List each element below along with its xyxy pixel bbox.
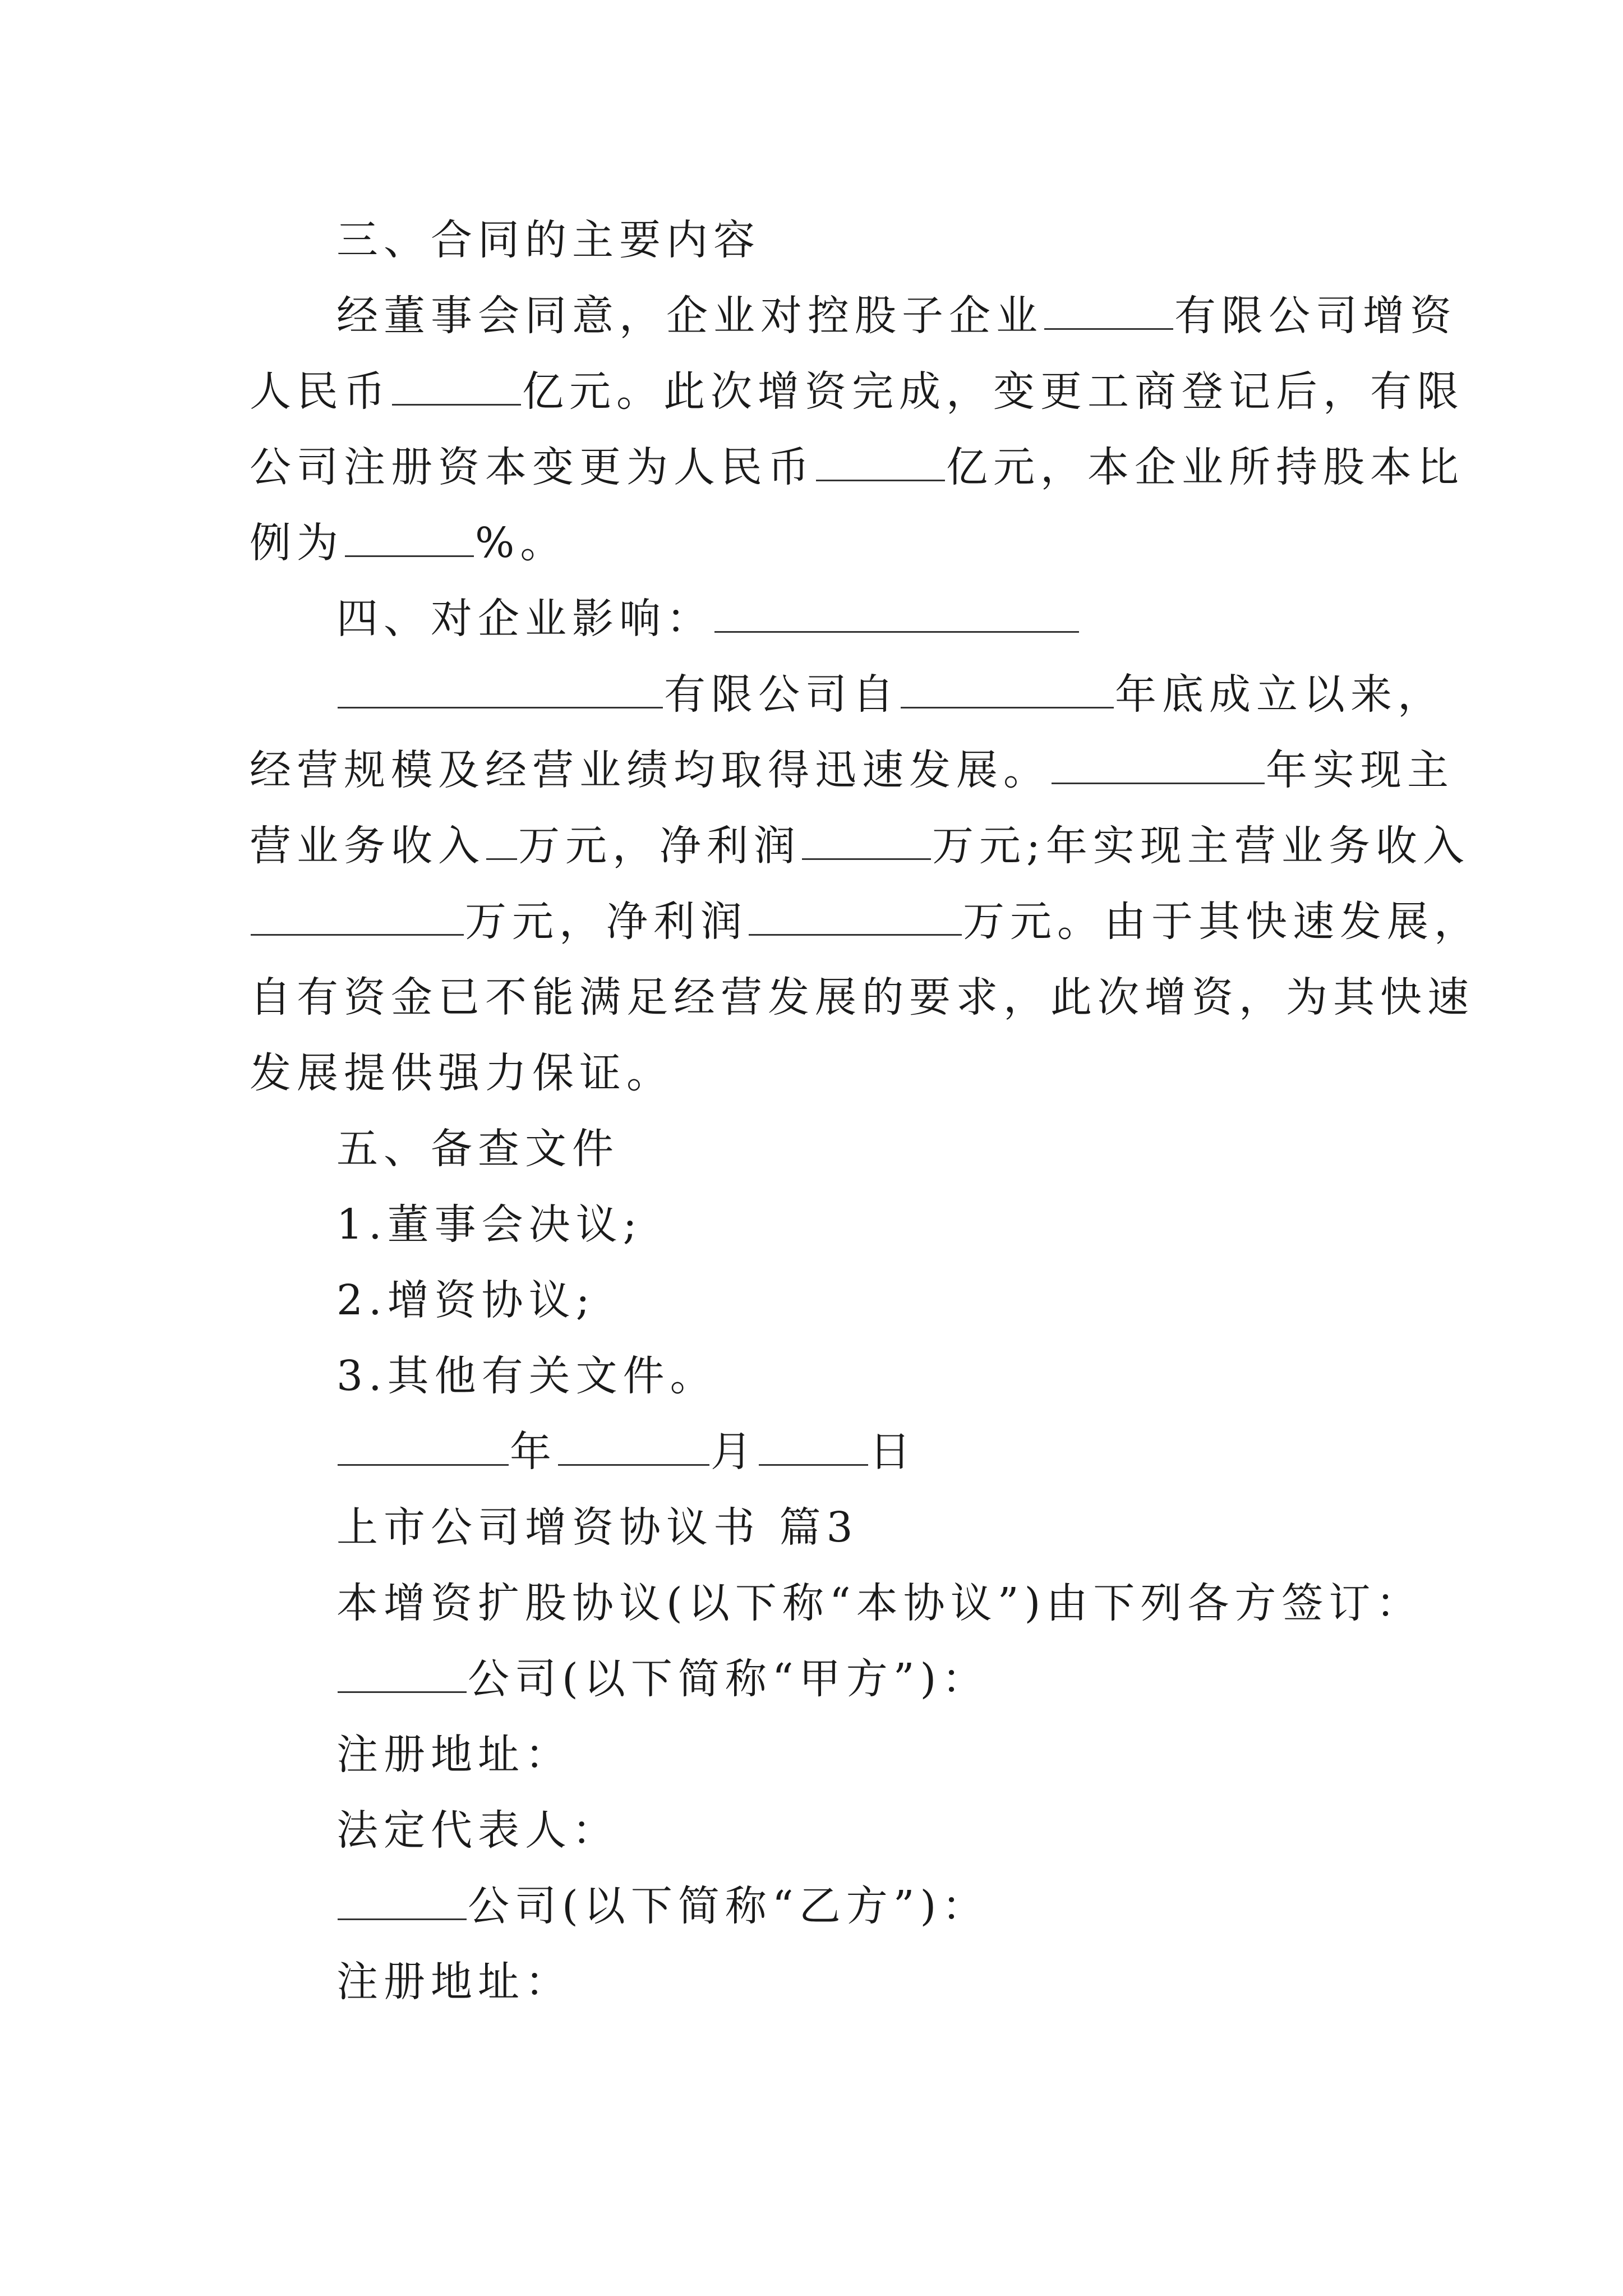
blank-field [251, 899, 464, 936]
section-4-paragraph-line-5: 自有资金已不能满足经营发展的要求，此次增资，为其快速 [250, 973, 1474, 1022]
section-5-heading: 五、备查文件 [336, 1125, 619, 1173]
blank-field [802, 823, 931, 860]
section-4-paragraph-line-6: 发展提供强力保证。 [250, 1049, 674, 1097]
party-b: 公司(以下简称“乙方”)： [336, 1878, 989, 1934]
blank-field [558, 1429, 709, 1466]
blank-field [816, 445, 945, 481]
blank-field [338, 672, 663, 708]
blank-field [714, 596, 1079, 633]
section-3-paragraph-line-1: 经董事会同意，企业对控股子企业 有限公司增资 [336, 292, 1457, 340]
party-a-representative: 法定代表人： [336, 1806, 619, 1855]
agreement-intro: 本增资扩股协议(以下称“本协议”)由下列各方签订： [336, 1579, 1423, 1627]
blank-field [759, 1429, 868, 1466]
date-line: 年 月 日 [336, 1424, 916, 1480]
blank-field [338, 1657, 467, 1693]
section-4-paragraph-line-4: 万元，净利润 万元。由于其快速发展， [250, 894, 1481, 950]
section-3-paragraph-line-4: 例为 %。 [250, 519, 568, 567]
section-4-heading: 四、对企业影响： [336, 591, 1080, 647]
party-a: 公司(以下简称“甲方”)： [336, 1651, 989, 1707]
section-3-paragraph-line-3: 公司注册资本变更为人民币 亿元，本企业所持股本比 [250, 443, 1464, 491]
list-item: 3.其他有关文件。 [336, 1352, 717, 1400]
section-3-paragraph-line-2: 人民币 亿元。此次增资完成，变更工商登记后，有限 [250, 367, 1464, 416]
blank-field [749, 899, 962, 936]
section-4-paragraph-line-1: 有限公司自 年底成立以来， [336, 666, 1445, 723]
blank-field [338, 1884, 467, 1920]
blank-field [392, 369, 521, 406]
blank-field [338, 1429, 509, 1466]
blank-field [1052, 748, 1265, 784]
blank-field [486, 823, 517, 860]
blank-field [1044, 293, 1173, 330]
list-item: 2.增资协议; [336, 1276, 596, 1324]
list-item: 1.董事会决议; [336, 1200, 643, 1249]
party-b-address: 注册地址： [336, 1958, 572, 2006]
section-4-paragraph-line-2: 经营规模及经营业绩均取得迅速发展。 年实现主 [250, 746, 1454, 794]
section-3-heading: 三、合同的主要内容 [336, 216, 760, 264]
agreement-title: 上市公司增资协议书 篇3 [336, 1503, 859, 1552]
blank-field [345, 521, 474, 557]
section-4-paragraph-line-3: 营业务收入 万元，净利润 万元;年实现主营业务收入 [250, 822, 1470, 870]
blank-field [901, 672, 1114, 708]
party-a-address: 注册地址： [336, 1731, 572, 1779]
